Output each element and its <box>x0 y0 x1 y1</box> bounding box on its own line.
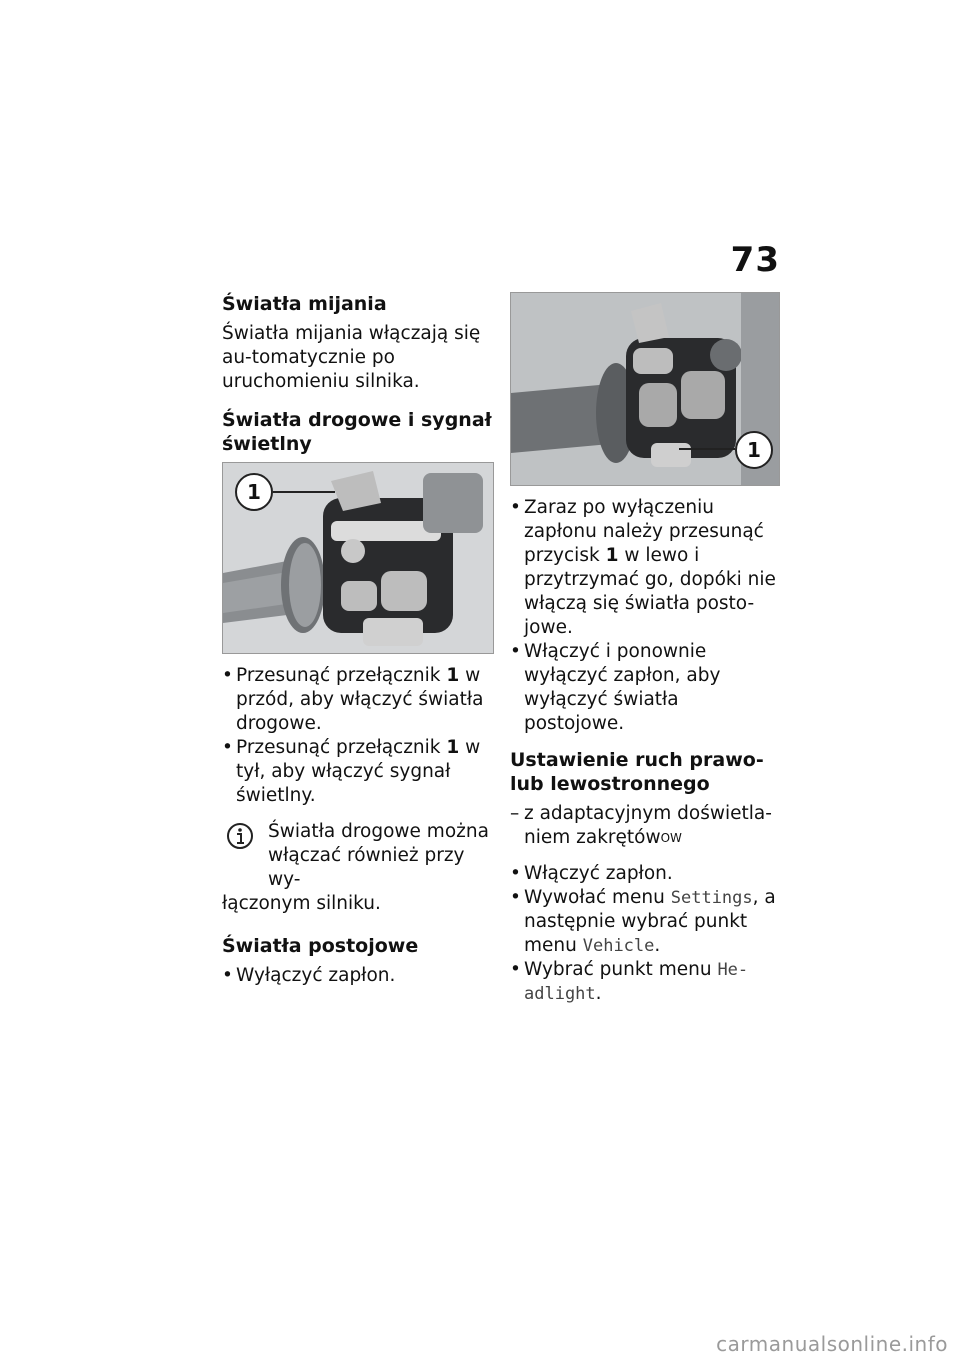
right-column <box>510 292 784 1018</box>
left-column <box>222 292 494 1000</box>
callout-1: 1 <box>735 431 773 469</box>
parking-steps <box>222 964 494 988</box>
heading-low-beam: Światła mijania <box>222 293 387 315</box>
info-note: Światła drogowe można włączać również przy wy- łączonym silniku. <box>222 821 489 914</box>
page-number: 73 <box>730 240 780 280</box>
heading-parking-lights: Światła postojowe <box>222 935 419 957</box>
list-item: • Wybrać punkt menu He-adlight. <box>510 959 749 1004</box>
list-item: – z adaptacyjnym doświetla-niem zakrętów$^{OW}$ <box>510 803 772 848</box>
parking-steps-continued <box>510 496 784 736</box>
list-item: • Wyłączyć zapłon. <box>222 965 396 986</box>
heading-traffic-side: Ustawienie ruch prawo- lub lewostronnego <box>510 749 764 795</box>
list-item: • Włączyć zapłon. <box>510 863 673 884</box>
list-item: • Przesunąć przełącznik 1 w tył, aby włączyć sygnał świetlny. <box>222 737 481 806</box>
list-item: • Włączyć i ponownie wyłączyć zapłon, aby wyłączyć światła postojowe. <box>510 641 721 734</box>
high-beam-steps <box>222 664 494 808</box>
callout-1-leader <box>679 448 735 450</box>
handlebar-switch-figure-left <box>222 462 494 654</box>
low-beam-text: Światła mijania włączają się au-tomatycznie po uruchomieniu silnika. <box>222 323 481 392</box>
handlebar-switch-figure-right <box>510 292 780 486</box>
footer-watermark[interactable]: carmanualsonline.info <box>716 1332 948 1356</box>
list-item: • Przesunąć przełącznik 1 w przód, aby włączyć światła drogowe. <box>222 665 484 734</box>
traffic-side-steps <box>510 862 784 1006</box>
list-item: • Wywołać menu Settings, a następnie wybrać punkt menu Vehicle. <box>510 887 776 956</box>
info-icon <box>226 822 254 850</box>
list-item: • Zaraz po wyłączeniu zapłonu należy przesunąć przycisk 1 w lewo i przytrzymać go, dopóki nie włączą się światła posto-jowe. <box>510 497 776 638</box>
traffic-side-condition <box>510 802 784 850</box>
callout-1-leader <box>273 491 335 493</box>
callout-1: 1 <box>235 473 273 511</box>
heading-high-beam: Światła drogowe i sygnał świetlny <box>222 409 492 455</box>
